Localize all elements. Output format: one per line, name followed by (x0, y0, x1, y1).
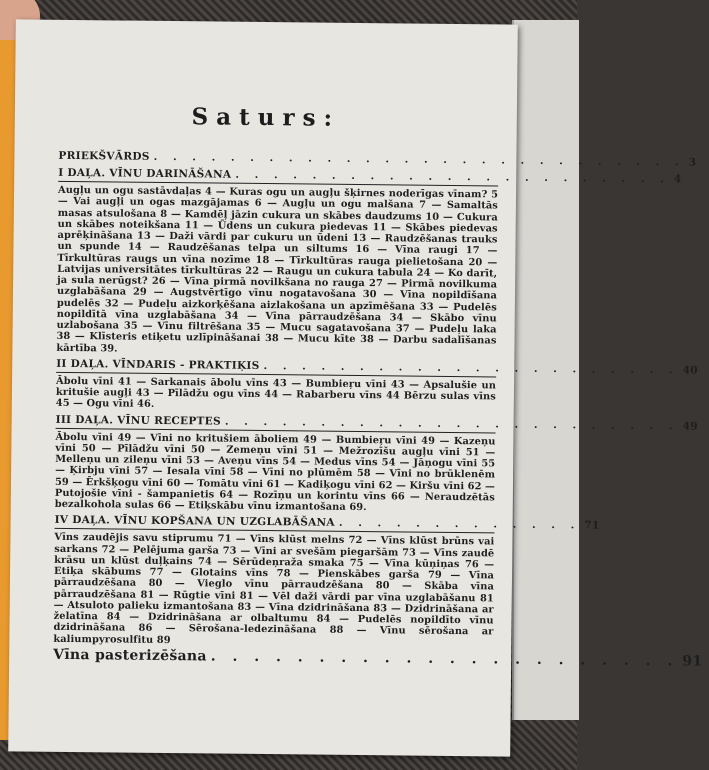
toc-entry-label: III DAĻA. VĪNU RECEPTES (55, 413, 221, 428)
toc-entry-label: Vīna pasterizēšana (53, 646, 207, 665)
toc-entry-page: 49 (682, 419, 698, 433)
leader-dots: . . . . . . . . . . . . . . . . . . . . . . (210, 648, 679, 670)
toc-entry-subtopics: Ābolu vīni 49 — Vīni no kritušiem āboliem 49 — Bumbieŗu vīni 49 — Kazeņu vīni 50 — Pīlādžu vīni 50 — Zemeņu vīni 51 — Mežrozīšu augļu vīni 51 — Melleņu un zileņu vīni 53 — Aveņu vīns 54 — Medus vīns 54 — Jāņogu vīni 55 — Ķirbju vīni 57 — Iesala vīni 58 — Vīni no plūmēm 58 — Vīni no brūklenēm 59 — Ērkšķogu vīni 60 — Tomātu vīni 61 — Kadiķogu vīni 62 — Kiršu vīni 62 — Putojošie vīni - šampanietis 64 — Rozīņu un korintu vīns 66 — Neraudzētās bezalkohola sulas 66 — Etiķskābu vīnu izmantošana 69. (54, 431, 496, 514)
toc-entry-page: 3 (688, 156, 697, 169)
toc-entry-foreword (58, 149, 697, 169)
table-of-contents (53, 146, 703, 670)
toc-entry-part-3 (55, 413, 698, 433)
leader-dots: . . . . . . . . . . . . . (338, 517, 581, 532)
toc-entry-part-2 (56, 357, 698, 378)
toc-entry-pasteurization (53, 646, 703, 670)
leader-dots: . . . . . . . . . . . . . . . . . . . . . . . . (224, 415, 679, 432)
toc-entry-page: 4 (673, 173, 682, 186)
toc-entry-subtopics: Ābolu vīni 41 — Sarkanais ābolu vīns 43 — Bumbieŗu vīni 43 — Apsalušie un kritušie augļi 43 — Pīlādžu ogu vīns 44 — Rabarberu vīns 44 Bērzu sulas vīns 45 — Ogu vīni 46. (55, 375, 497, 411)
leader-dots: . . . . . . . . . . . . . . . . . . . . . . (263, 359, 679, 377)
book-page (8, 19, 703, 756)
toc-entry-label: IV DAĻA. VĪNU KOPŠANA UN UZGLABĀŠANA (54, 514, 335, 530)
toc-entry-page: 91 (682, 653, 703, 670)
toc-entry-page: 40 (682, 364, 698, 377)
toc-entry-label: I DAĻA. VĪNU DARINĀŠANA (58, 166, 232, 181)
toc-entry-subtopics: Vīns zaudējis savu stiprumu 71 — Vīns klūst melns 72 — Vīns klūst brūns vai sarkans 72 — Pelējuma garša 73 — Vīni ar svešām piegaršām 73 — Vīns zaudē krāsu un klūst duļķains 74 — Sērūdeņraža smaka 75 — Vīna kūņiņas 76 — Etiķa skābums 77 — Glotains vīns 78 — Pienskābes garša 79 — Vīna pārraudzēšana 80 — Vieglo vīnu pārraudzēšana 80 — Skāba vīna pārraudzēšana 81 — Rūgtie vīni 81 — Vēl daži vārdi par vīna uzglabāšanu 81 — Atsuloto palieku izmantošana 83 — Vīna dzidrināšana 83 — Dzidrināšana ar želatīna 84 — Dzidrināšana ar olbaltumu 84 — Pudelēs nopildīto vīnu dzidrināšana 86 — Sērošana-ledezināšana 88 — Vīnu sērošana ar kaliumpyrosulfitu 89 (53, 532, 495, 646)
leader-dots: . . . . . . . . . . . . . . . . . . . . . . . (235, 168, 670, 186)
toc-entry-subtopics: Augļu un ogu sastāvdaļas 4 — Kuras ogu un augļu šķirnes noderīgas vīnam? 5 — Vai augļi un ogas mazgājamas 6 — Augļu un ogu malšana 7 — Samaltās masas atsulošana 8 — Kamdēļ jāzin cukura un skābes daudzums 10 — Cukura un skābes noteikšana 11 — Ūdens un cukura piedevas 11 — Skābes piedevas aprēķināšana 13 — Daži vārdi par cukuru un ūdeni 13 — Raudzēšanas trauks un spunde 14 — Raudzēšanas telpa un siltums 16 — Vīna raugi 17 — Tīrkultūras raugs un vīna nozīme 18 — Tīrkultūras rauga pielietošana 20 — Latvijas universitātes tīrkultūras 22 — Raugu un cukura tabula 24 — Ko darīt, ja sula nerūgst? 26 — Vīna pirmā novilkšana no rauga 27 — Pirmā novilkuma uzglabāšana 29 — Augstvērtīgo vīnu nogatavošana 30 — Vīna nopildīšana pudelēs 32 — Pudeļu aizkorķēšana aizlakošana un apzīmēšana 33 — Pudelēs nopildītā vīna uzglabāšana 34 — Vīna pārraudzēšana 34 — Skābo vīnu uzlabošana 35 — Vīnu filtrēšana 35 — Mucu sagatavošana 37 — Pudeļu laka 38 — Klīsteris etiķetu uzlīpināšanai 38 — Mucu kīte 38 — Darbu sadalīšanas kārtība 39. (56, 184, 499, 354)
page-title: Saturs: (191, 103, 341, 132)
toc-entry-label: II DAĻA. VĪNDARIS - PRAKTIĶIS (56, 357, 260, 372)
toc-entry-label: PRIEKŠVĀRDS (58, 149, 150, 163)
toc-entry-part-4 (54, 514, 600, 534)
leader-dots: . . . . . . . . . . . . . . . . . . . . . . . . . . . . (153, 150, 685, 169)
toc-entry-part-1 (58, 166, 682, 187)
toc-entry-page: 71 (584, 519, 600, 532)
